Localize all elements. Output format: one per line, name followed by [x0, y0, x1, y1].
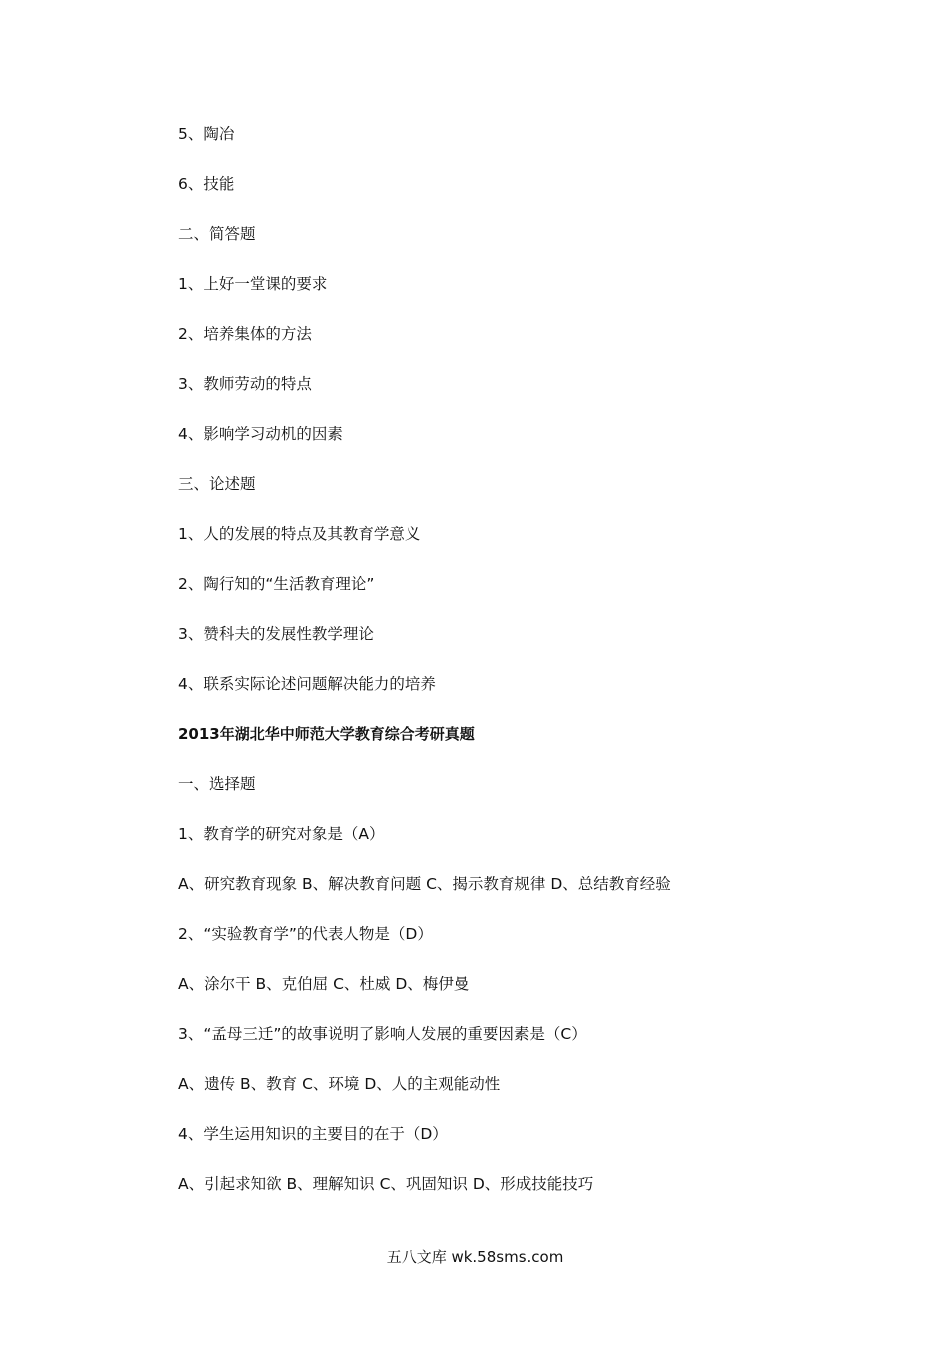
short-answer-item-3: 3、教师劳动的特点 — [178, 375, 312, 393]
essay-item-1: 1、人的发展的特点及其教育学意义 — [178, 525, 421, 543]
page-footer: 五八文库 wk.58sms.com — [386, 1248, 564, 1266]
section-essay-heading: 三、论述题 — [178, 475, 256, 493]
choice-options-4: A、引起求知欲 B、理解知识 C、巩固知识 D、形成技能技巧 — [178, 1175, 594, 1193]
document-body — [178, 122, 878, 1222]
choice-question-3: 3、“孟母三迁”的故事说明了影响人发展的重要因素是（C） — [178, 1025, 587, 1043]
choice-question-1: 1、教育学的研究对象是（A） — [178, 825, 385, 843]
exam-title: 2013年湖北华中师范大学教育综合考研真题 — [178, 725, 475, 743]
essay-item-4: 4、联系实际论述问题解决能力的培养 — [178, 675, 436, 693]
short-answer-item-2: 2、培养集体的方法 — [178, 325, 312, 343]
short-answer-item-1: 1、上好一堂课的要求 — [178, 275, 328, 293]
choice-options-2: A、涂尔干 B、克伯屈 C、杜威 D、梅伊曼 — [178, 975, 470, 993]
item-5-taoye: 5、陶冶 — [178, 125, 235, 143]
choice-question-2: 2、“实验教育学”的代表人物是（D） — [178, 925, 433, 943]
section-short-answer-heading: 二、简答题 — [178, 225, 256, 243]
short-answer-item-4: 4、影响学习动机的因素 — [178, 425, 343, 443]
item-6-jineng: 6、技能 — [178, 175, 235, 193]
essay-item-3: 3、赞科夫的发展性教学理论 — [178, 625, 374, 643]
choice-question-4: 4、学生运用知识的主要目的在于（D） — [178, 1125, 448, 1143]
choice-options-1: A、研究教育现象 B、解决教育问题 C、揭示教育规律 D、总结教育经验 — [178, 875, 671, 893]
essay-item-2: 2、陶行知的“生活教育理论” — [178, 575, 375, 593]
choice-options-3: A、遗传 B、教育 C、环境 D、人的主观能动性 — [178, 1075, 501, 1093]
section-choice-heading: 一、选择题 — [178, 775, 256, 793]
